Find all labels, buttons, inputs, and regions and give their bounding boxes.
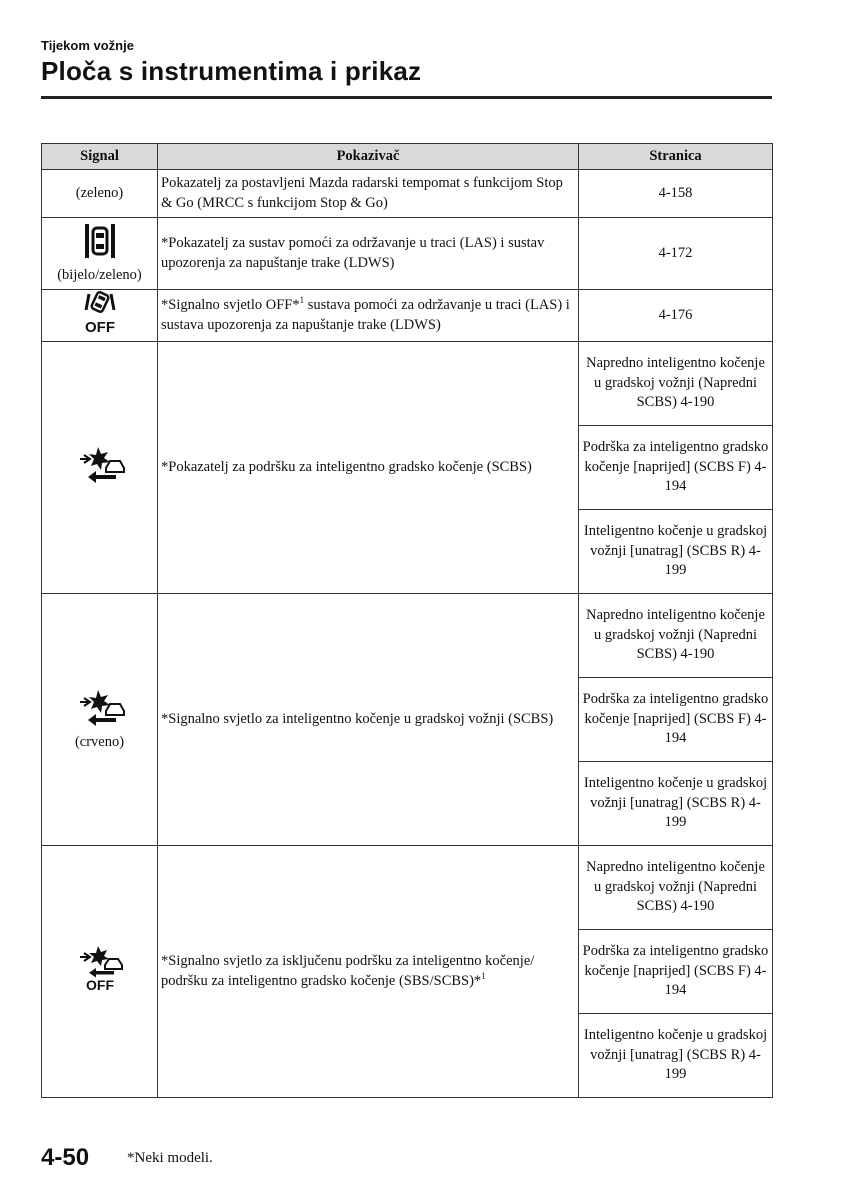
desc-text: *Signalno svjetlo OFF* xyxy=(161,297,300,313)
indicator-description: *Pokazatelj za podršku za inteligentno gradsko kočenje (SCBS) xyxy=(158,342,579,594)
page-reference: Napredno inteligentno kočenje u gradskoj vožnji (Napredni SCBS) 4-190 xyxy=(579,594,773,678)
table-row xyxy=(42,846,773,930)
page-reference: Inteligentno kočenje u gradskoj vožnji [unatrag] (SCBS R) 4-199 xyxy=(579,1014,773,1098)
indicator-description: *Pokazatelj za sustav pomoći za održavanje u traci (LAS) i sustav upozorenja za napuštanje trake (LDWS) xyxy=(158,218,579,290)
page-reference: Podrška za inteligentno gradsko kočenje [naprijed] (SCBS F) 4-194 xyxy=(579,426,773,510)
scbs-off-icon xyxy=(74,944,126,999)
lane-assist-off-icon xyxy=(80,290,120,341)
signal-color-label: (bijelo/zeleno) xyxy=(57,267,142,283)
signal-cell xyxy=(42,594,158,846)
page-reference: 4-176 xyxy=(579,290,773,342)
signal-cell xyxy=(42,218,158,290)
page-number: 4-50 xyxy=(41,1144,90,1171)
desc-text: *Signalno svjetlo za isključenu podršku za inteligentno kočenje/ podršku za inteligentno gradsko kočenje (SBS/SCBS)* xyxy=(161,953,535,989)
page-reference: Podrška za inteligentno gradsko kočenje [naprijed] (SCBS F) 4-194 xyxy=(579,678,773,762)
scbs-warning-icon xyxy=(74,687,126,734)
signal-cell xyxy=(42,342,158,594)
section-label: Tijekom vožnje xyxy=(41,38,134,53)
footnote: *Neki modeli. xyxy=(127,1150,213,1166)
page-reference: Inteligentno kočenje u gradskoj vožnji [unatrag] (SCBS R) 4-199 xyxy=(579,510,773,594)
page-reference: 4-158 xyxy=(579,170,773,218)
table-row xyxy=(42,594,773,678)
table-row xyxy=(42,342,773,426)
signal-cell xyxy=(42,846,158,1098)
lane-keep-assist-icon xyxy=(83,222,117,267)
page-reference: Napredno inteligentno kočenje u gradskoj vožnji (Napredni SCBS) 4-190 xyxy=(579,342,773,426)
svg-text:OFF: OFF xyxy=(84,319,115,335)
page-reference: Podrška za inteligentno gradsko kočenje [naprijed] (SCBS F) 4-194 xyxy=(579,930,773,1014)
signal-color-label: (zeleno) xyxy=(75,184,124,201)
footnote-marker: 1 xyxy=(299,295,305,306)
table-row xyxy=(42,170,773,218)
column-header-page: Stranica xyxy=(579,144,773,170)
indicator-description xyxy=(158,290,579,342)
page-reference: 4-172 xyxy=(579,218,773,290)
scbs-indicator-icon xyxy=(74,444,126,491)
signal-cell xyxy=(42,170,158,218)
indicator-description: Pokazatelj za postavljeni Mazda radarski tempomat s funkcijom Stop & Go (MRCC s funkcijom Stop & Go) xyxy=(158,170,579,218)
indicator-description xyxy=(158,846,579,1098)
signal-color-label: (crveno) xyxy=(74,734,125,750)
page-title: Ploča s instrumentima i prikaz xyxy=(41,56,422,86)
signal-table xyxy=(41,143,773,1098)
page-reference: Inteligentno kočenje u gradskoj vožnji [unatrag] (SCBS R) 4-199 xyxy=(579,762,773,846)
signal-cell xyxy=(42,290,158,342)
table-header-row xyxy=(42,144,773,170)
indicator-description: *Signalno svjetlo za inteligentno kočenje u gradskoj vožnji (SCBS) xyxy=(158,594,579,846)
column-header-indicator: Pokazivač xyxy=(158,144,579,170)
title-divider xyxy=(41,96,772,99)
table-row xyxy=(42,290,773,342)
table-row xyxy=(42,218,773,290)
desc-text: sustava pomoći za održavanje u traci (LAS) i sustava upozorenja za napuštanje trake (LDWS) xyxy=(161,297,570,333)
footnote-marker: 1 xyxy=(481,970,486,981)
column-header-signal: Signal xyxy=(42,144,158,170)
page-reference: Napredno inteligentno kočenje u gradskoj vožnji (Napredni SCBS) 4-190 xyxy=(579,846,773,930)
svg-text:OFF: OFF xyxy=(85,977,114,993)
